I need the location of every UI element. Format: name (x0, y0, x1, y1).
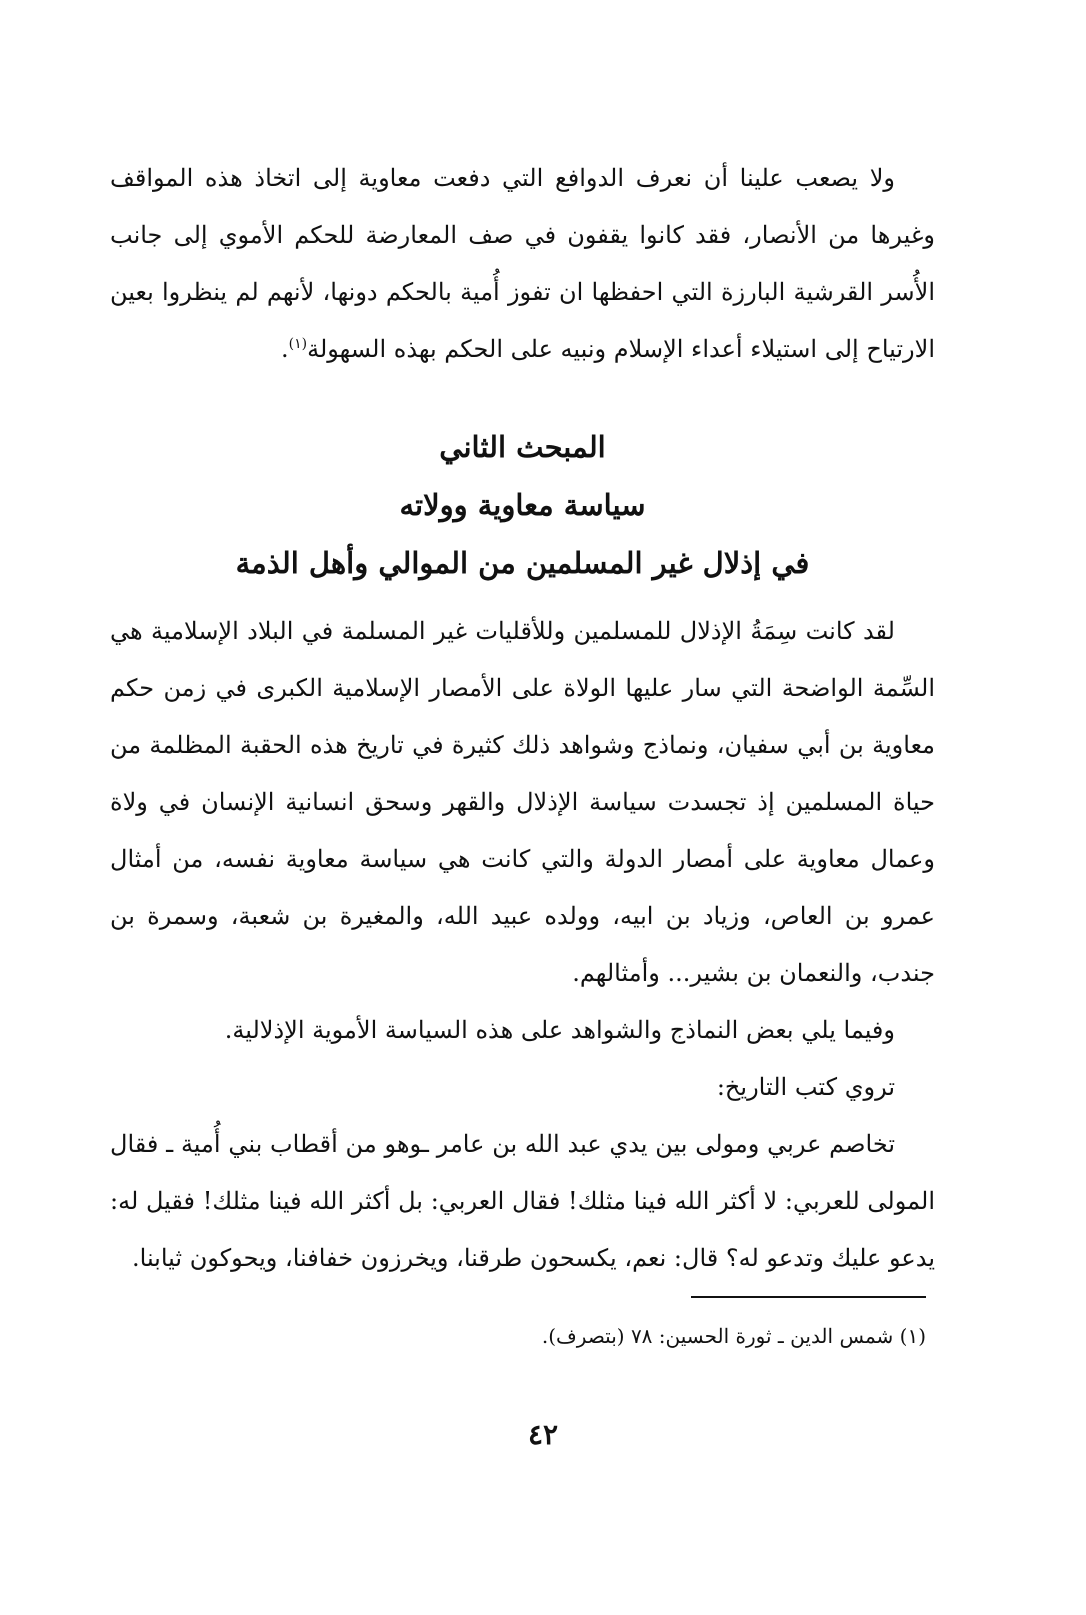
intro-text: ولا يصعب علينا أن نعرف الدوافع التي دفعت معاوية إلى اتخاذ هذه المواقف وغيرها من الأنصار، فقد كانوا يقفون في صف المعارضة للحكم الأموي إلى جانب الأُسر القرشية البارزة التي احفظها ان تفوز أُمية بالحكم دونها، لأنهم لم ينظروا بعين الارتياح إلى استيلاء أعداء الإسلام ونبيه على الحكم بهذه السهولة (110, 164, 935, 363)
body-paragraph-2: وفيما يلي بعض النماذج والشواهد على هذه السياسة الأموية الإذلالية. (224, 1016, 895, 1044)
section-heading (110, 418, 935, 592)
intro-section (110, 150, 935, 378)
section-number: المبحث الثاني (439, 430, 606, 464)
footnote-divider (691, 1296, 926, 1298)
section-subtitle: في إذلال غير المسلمين من الموالي وأهل الذمة (235, 546, 810, 580)
section-title: سياسة معاوية وولاته (399, 488, 646, 522)
footnote-reference: (١) (288, 336, 308, 352)
intro-end: . (280, 335, 289, 363)
body-section (110, 603, 935, 1287)
intro-paragraph (110, 150, 935, 378)
footnote-marker: (١) (899, 1324, 926, 1348)
body-paragraph-3: تروي كتب التاريخ: (716, 1073, 895, 1101)
page-number: ٤٢ (527, 1418, 559, 1451)
body-paragraph-1: لقد كانت سِمَةُ الإذلال للمسلمين وللأقليات غير المسلمة في البلاد الإسلامية هي السِّمة الواضحة التي سار عليها الولاة على الأمصار الإسلامية الكبرى في زمن حكم معاوية بن أبي سفيان، ونماذج وشواهد ذلك كثيرة في تاريخ هذه الحقبة المظلمة من حياة المسلمين إذ تجسدت سياسة الإذلال والقهر وسحق انسانية الإنسان في ولاة وعمال معاوية على أمصار الدولة والتي كانت هي سياسة معاوية نفسه، من أمثال عمرو بن العاص، وزياد بن ابيه، وولده عبيد الله، والمغيرة بن شعبة، وسمرة بن جندب، والنعمان بن بشير... وأمثالهم. (110, 617, 935, 987)
footnote-text: شمس الدين ـ ثورة الحسين: ٧٨ (بتصرف). (541, 1324, 894, 1348)
footnote (226, 1318, 926, 1354)
body-paragraph-4: تخاصم عربي ومولى بين يدي عبد الله بن عامر ـوهو من أقطاب بني أُمية ـ فقال المولى للعربي: لا أكثر الله فينا مثلك! فقال العربي: بل أكثر الله فينا مثلك! فقيل له: يدعو عليك وتدعو له؟ قال: نعم، يكسحون طرقنا، ويخرزون خفافنا، ويحوكون ثيابنا. (110, 1130, 935, 1272)
